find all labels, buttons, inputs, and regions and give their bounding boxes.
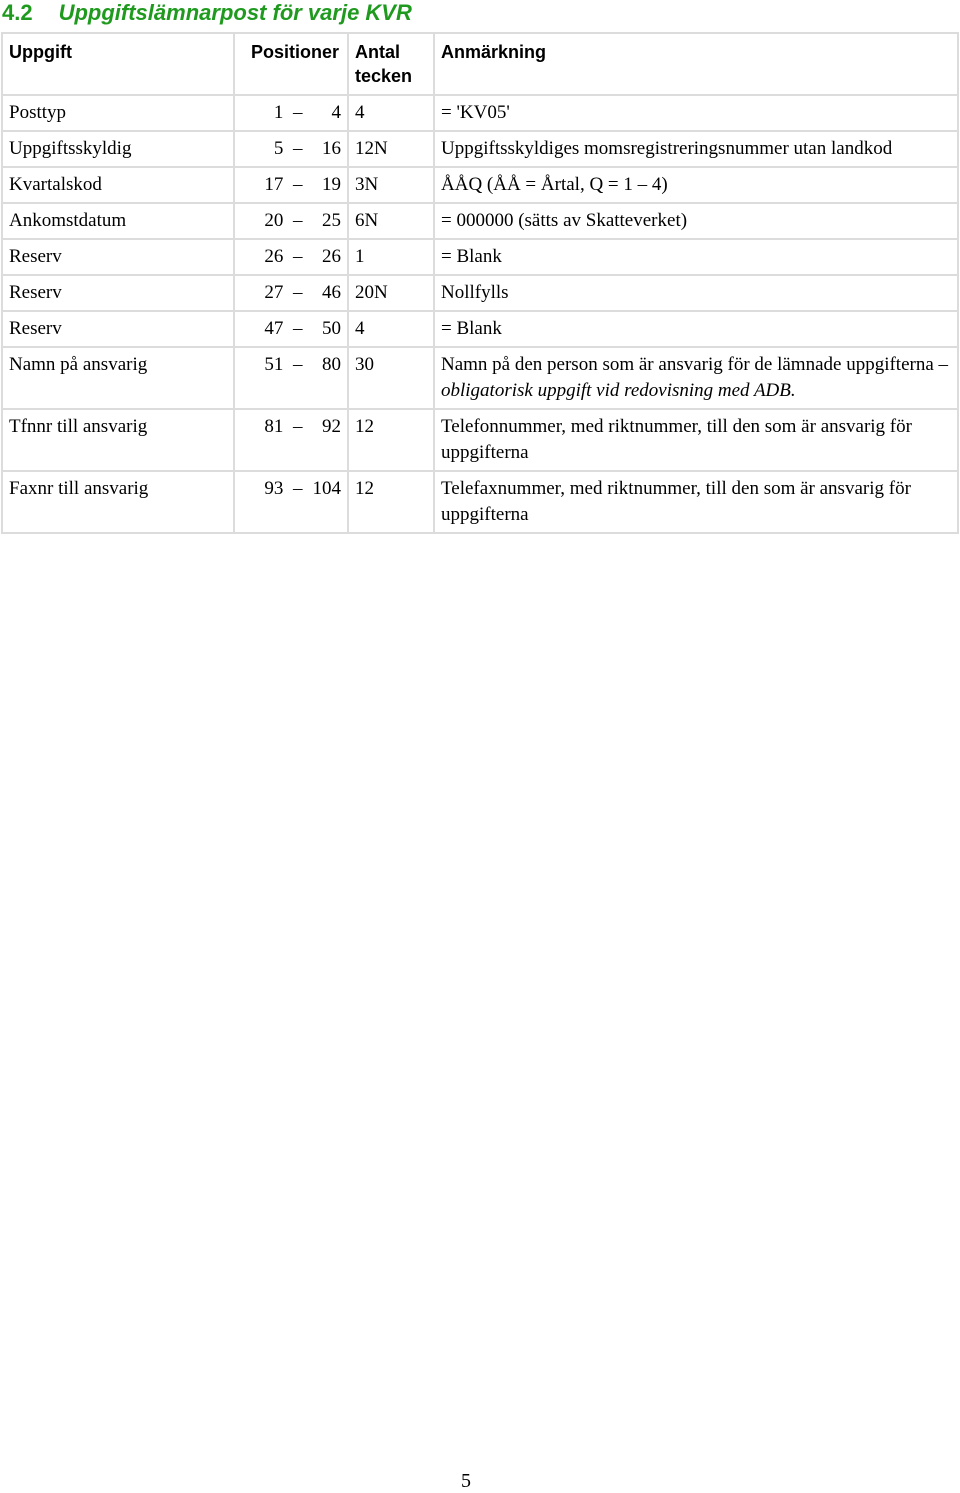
cell-anmarkning — [434, 167, 958, 203]
section-heading — [2, 0, 412, 28]
cell-anmarkning — [434, 203, 958, 239]
cell-anmarkning — [434, 275, 958, 311]
cell-positioner — [234, 409, 348, 471]
table-row — [2, 275, 958, 311]
position-end: 50 — [322, 318, 341, 339]
cell-antal-tecken: 20N — [348, 275, 434, 311]
cell-antal-tecken: 30 — [348, 347, 434, 409]
position-dash: – — [292, 318, 303, 339]
cell-antal-tecken: 12N — [348, 131, 434, 167]
position-dash: – — [292, 478, 303, 499]
table-row — [2, 409, 958, 471]
cell-positioner — [234, 167, 348, 203]
table-row — [2, 167, 958, 203]
position-range — [241, 280, 341, 306]
cell-positioner — [234, 275, 348, 311]
remark-text: Namn på den person som är ansvarig för de lämnade uppgifterna – — [441, 354, 949, 375]
cell-uppgift: Tfnnr till ansvarig — [2, 409, 234, 471]
section-title: Uppgiftslämnarpost för varje KVR — [58, 0, 412, 25]
position-end: 4 — [331, 102, 341, 123]
cell-antal-tecken: 1 — [348, 239, 434, 275]
column-header-positioner: Positioner — [234, 33, 348, 95]
position-range — [241, 244, 341, 270]
table-row — [2, 347, 958, 409]
page-number: 5 — [461, 1470, 471, 1492]
position-dash: – — [292, 174, 303, 195]
cell-antal-tecken: 12 — [348, 409, 434, 471]
cell-positioner — [234, 239, 348, 275]
table-row — [2, 131, 958, 167]
cell-antal-tecken: 4 — [348, 95, 434, 131]
remark-text: = Blank — [441, 318, 502, 339]
position-dash: – — [292, 138, 303, 159]
cell-anmarkning — [434, 471, 958, 533]
cell-uppgift: Kvartalskod — [2, 167, 234, 203]
position-start: 20 — [264, 210, 284, 231]
antal-line2: tecken — [355, 66, 413, 86]
cell-anmarkning — [434, 131, 958, 167]
remark-text: = 'KV05' — [441, 102, 510, 123]
cell-positioner — [234, 347, 348, 409]
cell-antal-tecken: 3N — [348, 167, 434, 203]
position-end: 26 — [322, 246, 341, 267]
position-range — [241, 414, 341, 440]
position-dash: – — [292, 210, 303, 231]
position-end: 46 — [322, 282, 341, 303]
position-start: 17 — [264, 174, 284, 195]
cell-positioner — [234, 203, 348, 239]
position-range — [241, 316, 341, 342]
table-header-row — [2, 33, 958, 95]
cell-anmarkning — [434, 311, 958, 347]
position-dash: – — [292, 282, 303, 303]
column-header-antal-tecken — [348, 33, 434, 95]
position-start: 81 — [264, 416, 284, 437]
position-start: 51 — [264, 354, 284, 375]
table-row — [2, 471, 958, 533]
cell-uppgift: Reserv — [2, 311, 234, 347]
table-row — [2, 239, 958, 275]
position-start: 5 — [273, 138, 284, 159]
cell-anmarkning — [434, 409, 958, 471]
column-header-uppgift: Uppgift — [2, 33, 234, 95]
remark-italic-text: obligatorisk uppgift vid redovisning med ADB. — [441, 380, 796, 401]
cell-positioner — [234, 131, 348, 167]
position-range — [241, 172, 341, 198]
remark-text: Uppgiftsskyldiges momsregistreringsnummer utan landkod — [441, 138, 893, 159]
remark-text: = Blank — [441, 246, 502, 267]
column-header-anmarkning: Anmärkning — [434, 33, 958, 95]
cell-positioner — [234, 95, 348, 131]
position-start: 93 — [264, 478, 284, 499]
cell-antal-tecken: 4 — [348, 311, 434, 347]
record-layout-table — [1, 32, 959, 534]
position-dash: – — [292, 246, 303, 267]
cell-positioner — [234, 471, 348, 533]
position-start: 26 — [264, 246, 284, 267]
table-row — [2, 203, 958, 239]
remark-text: Telefaxnummer, med riktnummer, till den som är ansvarig för uppgifterna — [441, 478, 911, 525]
position-end: 19 — [322, 174, 341, 195]
antal-line1: Antal — [355, 42, 400, 62]
position-range — [241, 476, 341, 502]
position-start: 1 — [273, 102, 284, 123]
position-start: 47 — [264, 318, 284, 339]
cell-anmarkning — [434, 239, 958, 275]
cell-positioner — [234, 311, 348, 347]
cell-anmarkning — [434, 95, 958, 131]
cell-uppgift: Uppgiftsskyldig — [2, 131, 234, 167]
section-number: 4.2 — [2, 0, 33, 25]
position-range — [241, 208, 341, 234]
position-range — [241, 100, 341, 126]
remark-text: = 000000 (sätts av Skatteverket) — [441, 210, 688, 231]
position-end: 92 — [322, 416, 341, 437]
cell-uppgift: Reserv — [2, 239, 234, 275]
cell-antal-tecken: 12 — [348, 471, 434, 533]
position-dash: – — [292, 102, 303, 123]
position-end: 104 — [312, 478, 341, 499]
remark-text: Nollfylls — [441, 282, 509, 303]
cell-uppgift: Faxnr till ansvarig — [2, 471, 234, 533]
cell-uppgift: Reserv — [2, 275, 234, 311]
cell-uppgift: Ankomstdatum — [2, 203, 234, 239]
cell-uppgift: Namn på ansvarig — [2, 347, 234, 409]
cell-uppgift: Posttyp — [2, 95, 234, 131]
position-dash: – — [292, 354, 303, 375]
table-row — [2, 311, 958, 347]
cell-anmarkning — [434, 347, 958, 409]
position-end: 80 — [322, 354, 341, 375]
position-range — [241, 352, 341, 378]
remark-text: Telefonnummer, med riktnummer, till den som är ansvarig för uppgifterna — [441, 416, 912, 463]
position-range — [241, 136, 341, 162]
cell-antal-tecken: 6N — [348, 203, 434, 239]
position-end: 16 — [322, 138, 341, 159]
position-start: 27 — [264, 282, 284, 303]
position-dash: – — [292, 416, 303, 437]
remark-text: ÅÅQ (ÅÅ = Årtal, Q = 1 – 4) — [441, 174, 668, 195]
position-end: 25 — [322, 210, 341, 231]
table-row — [2, 95, 958, 131]
